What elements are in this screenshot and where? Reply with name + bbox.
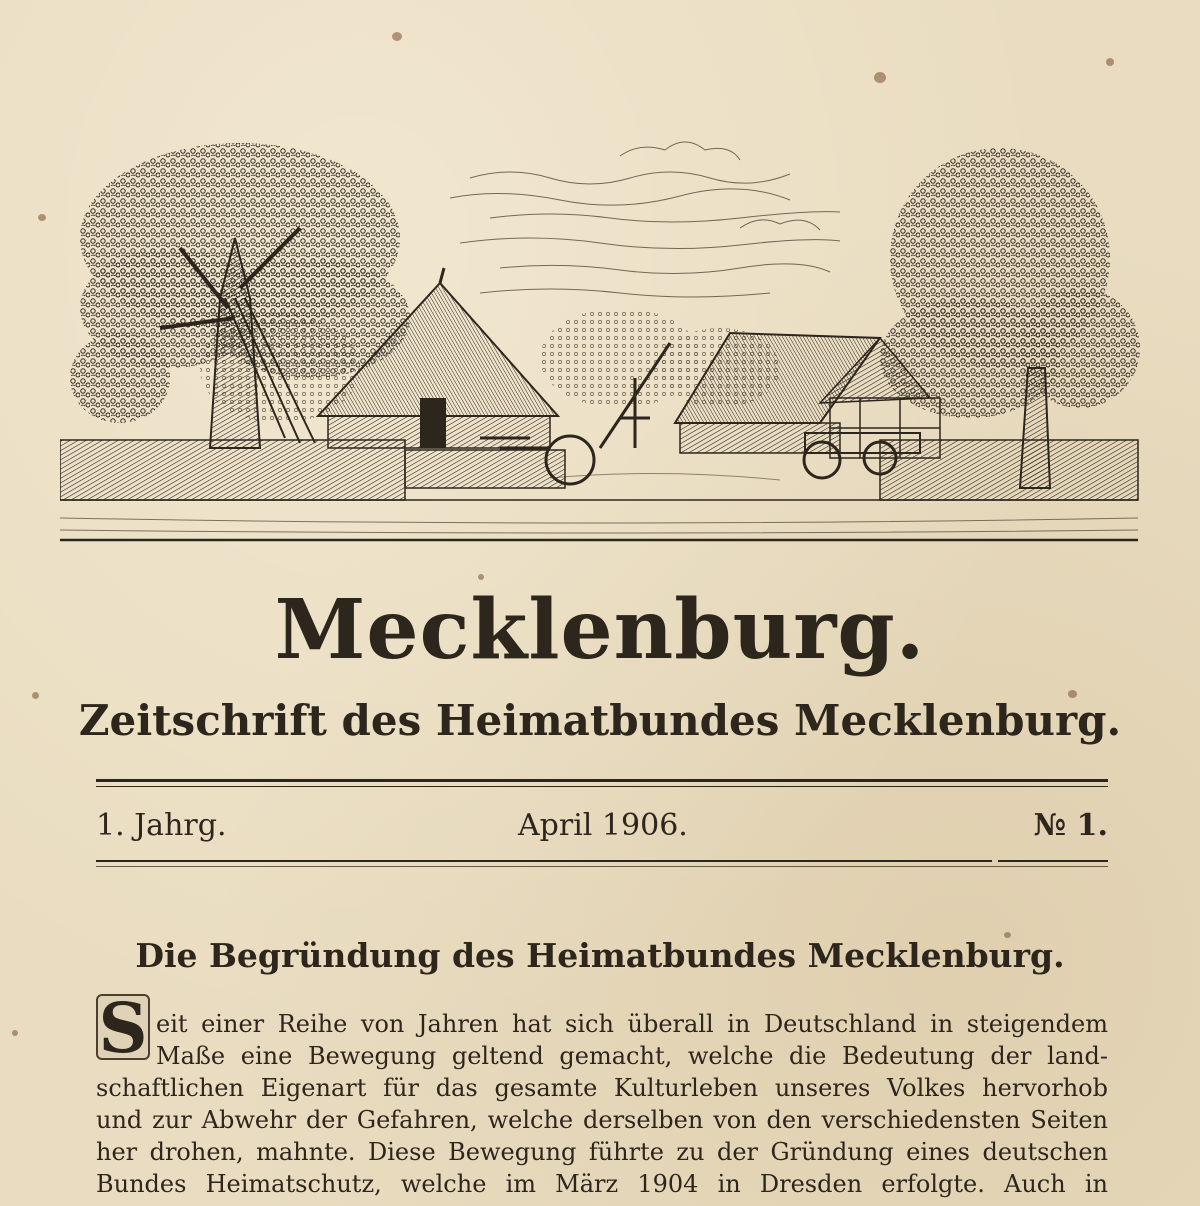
article-line: eit einer Reihe von Jahren hat sich überall in Deutschland in steigendem [156,1010,1108,1038]
article-dropcap: S [96,994,150,1060]
issue-info-line [96,808,1108,852]
masthead-subtitle: Zeitschrift des Heimatbundes Mecklenburg. [78,696,1122,745]
sky-clouds [450,142,840,297]
header-rule-bottom-right [998,860,1108,862]
article-line: und zur Abwehr der Gefahren, welche derselben von den verschiedensten Seiten [96,1106,1108,1134]
masthead-title: Mecklenburg. [274,582,926,678]
fence-left [60,440,565,500]
issue-volume: 1. Jahrg. [96,808,227,843]
header-rule-top-thin [96,786,1108,787]
foxing-speck [874,72,886,83]
foxing-speck [12,1030,18,1036]
article-line: her drohen, mahnte. Diese Bewegung führte zu der Gründung eines deutschen [96,1138,1108,1166]
foxing-speck [392,32,402,41]
article-line: Bundes Heimatschutz, welche im März 1904 in Dresden erfolgte. Auch in [96,1170,1108,1198]
header-rule-top [96,779,1108,782]
issue-date: April 1906. [518,808,688,843]
header-rule-bottom-thin [96,866,1108,867]
farmstead-engraving [60,118,1140,544]
article-title: Die Begründung des Heimatbundes Mecklenburg. [135,936,1065,975]
foxing-speck [478,574,484,580]
issue-number: № 1. [1033,808,1108,843]
article-line: schaftlichen Eigenart für das gesamte Kulturleben unseres Volkes hervorhob [96,1074,1108,1102]
foxing-speck [38,214,46,221]
fence-right [880,440,1138,500]
article-line: Maße eine Bewegung geltend gemacht, welche die Bedeutung der land- [156,1042,1108,1070]
header-rule-bottom-left [96,860,992,862]
foxing-speck [1106,58,1114,66]
